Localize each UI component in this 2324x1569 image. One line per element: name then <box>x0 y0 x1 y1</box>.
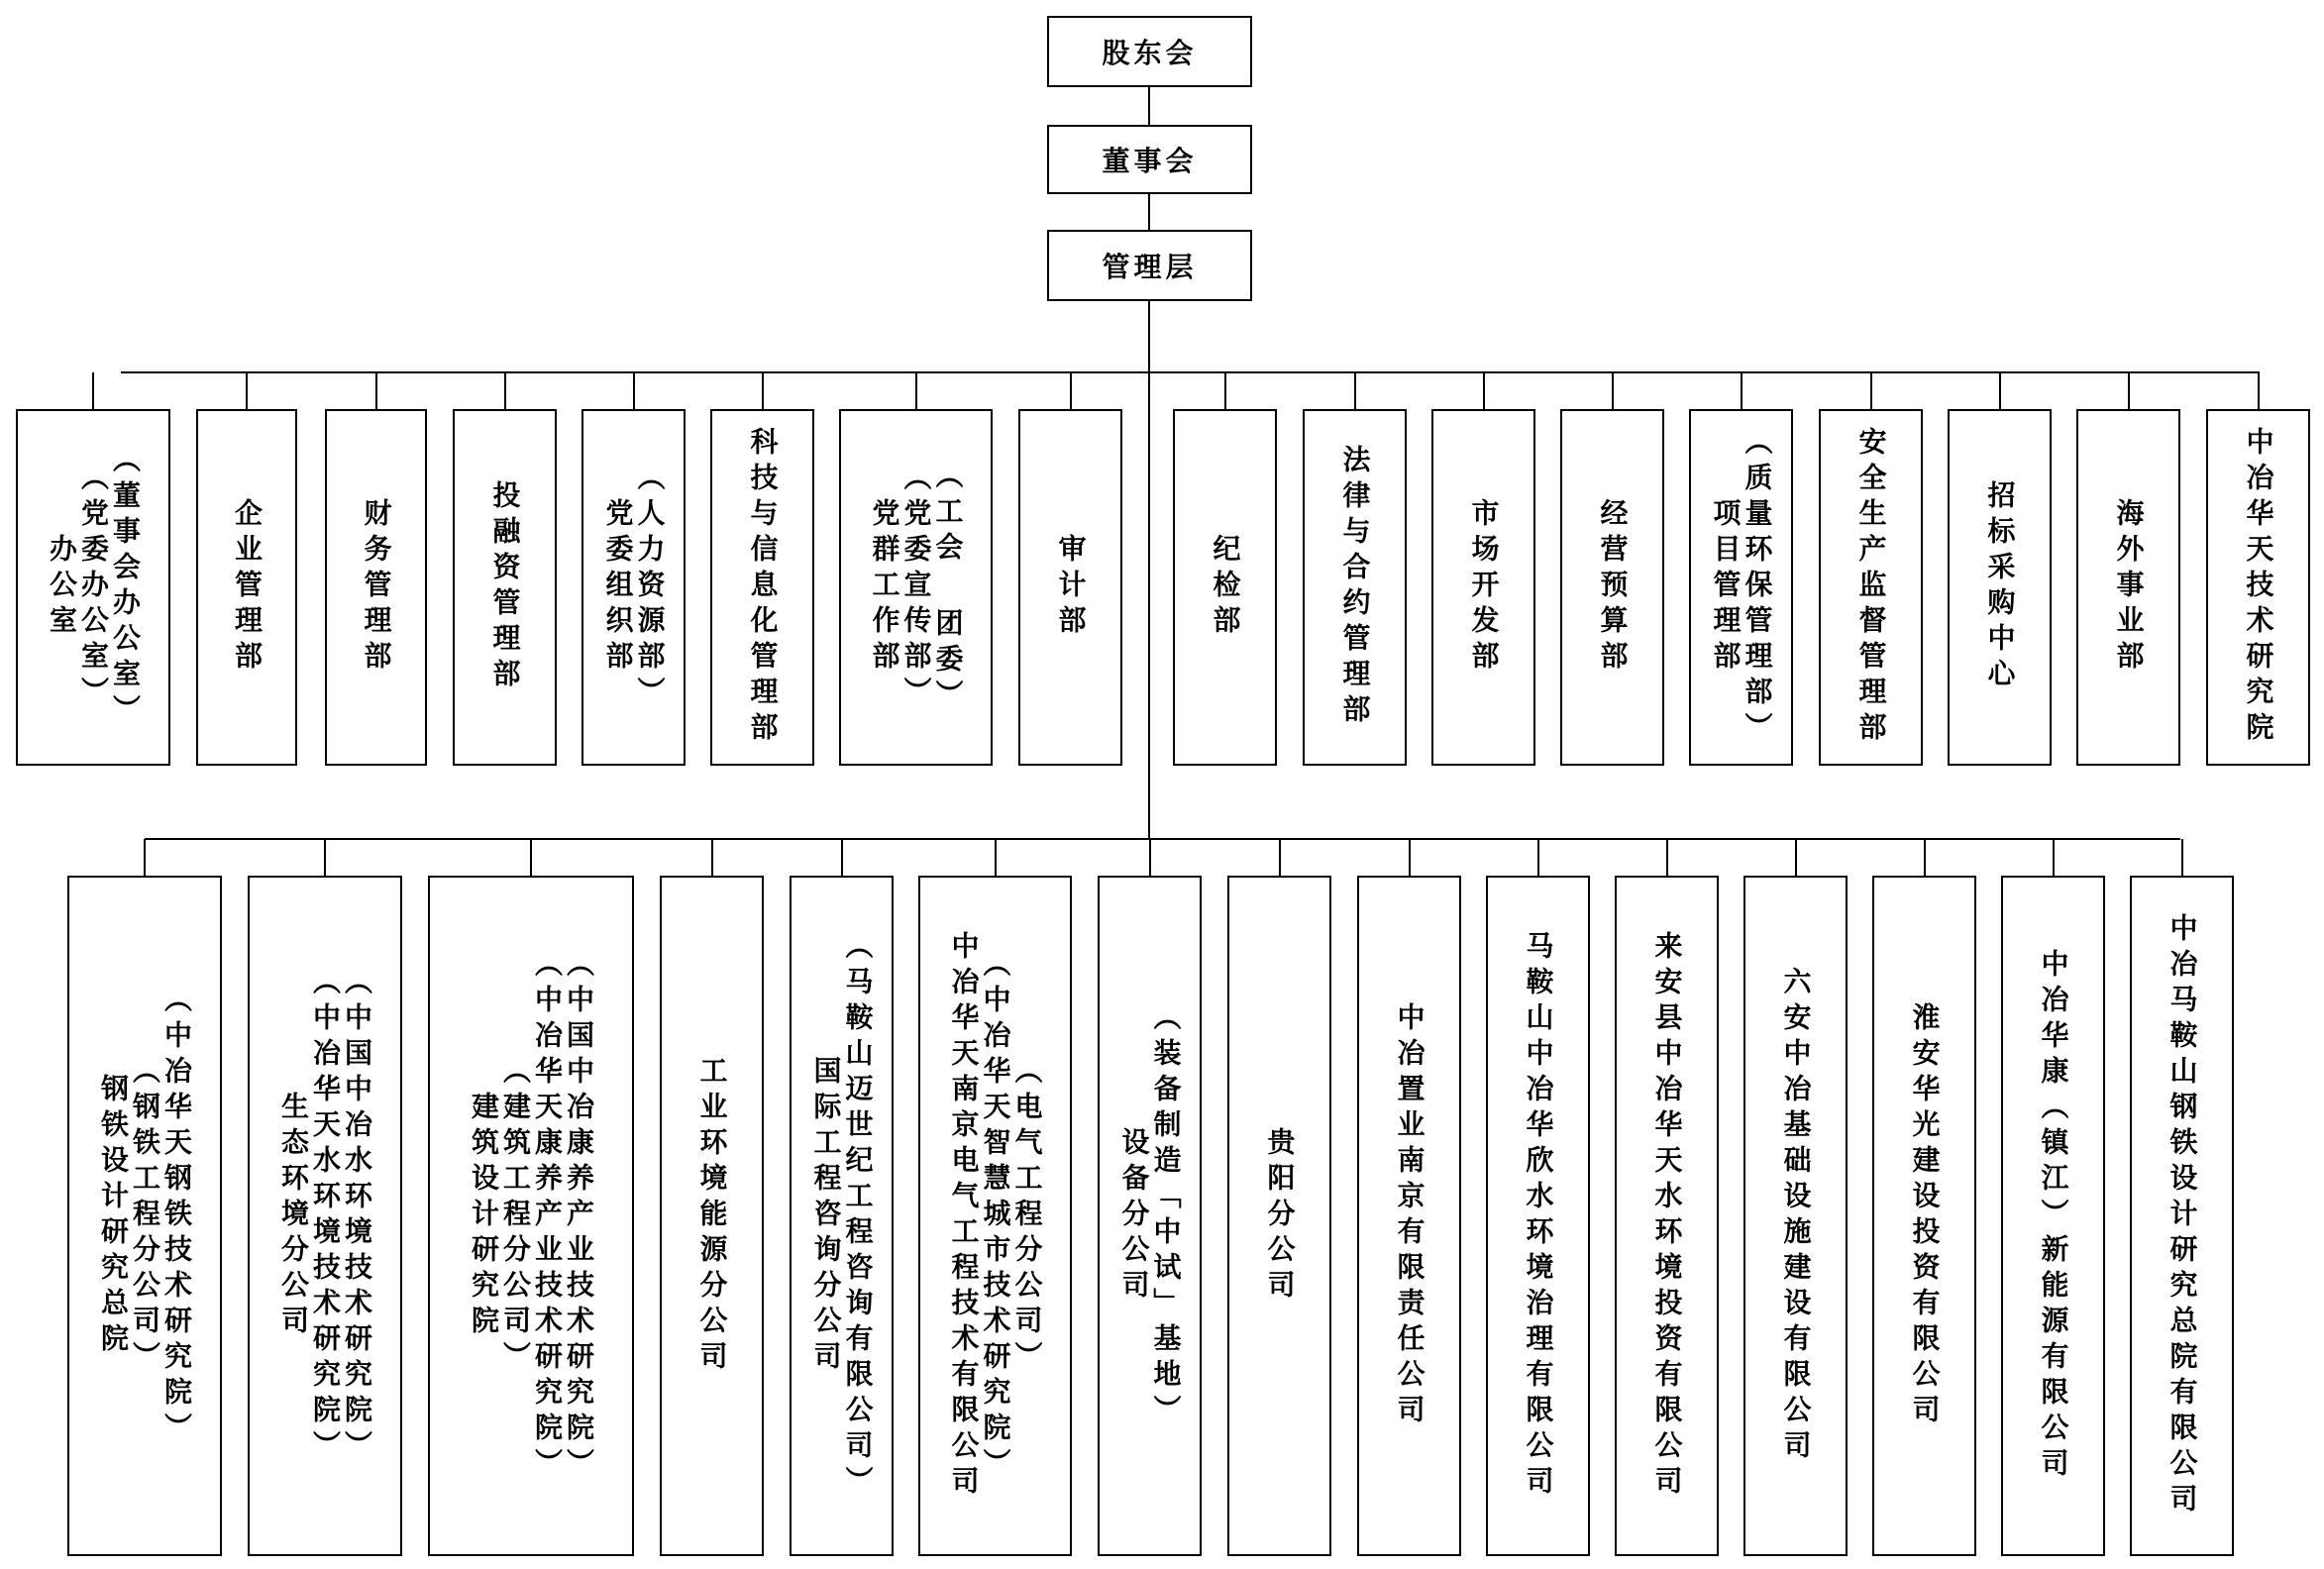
board-box <box>1047 125 1252 194</box>
subsidiary-label-line: 来安县中冶华天水环境投资有限公司 <box>1650 930 1684 1502</box>
subsidiary-label-line: （中国中冶水环境技术研究院） <box>341 966 373 1466</box>
department-label-line: 审计部 <box>1054 534 1088 641</box>
subsidiary-box-guiyang <box>1227 876 1331 1556</box>
board-label: 董事会 <box>1102 145 1198 177</box>
department-box-party-work <box>839 409 993 766</box>
management-label: 管理层 <box>1102 251 1198 283</box>
subsidiary-label-line: 中冶马鞍山钢铁设计研究总院有限公司 <box>2166 912 2199 1519</box>
subsidiary-box-luan-infra <box>1743 876 1848 1556</box>
subsidiary-box-equipment <box>1098 876 1202 1556</box>
department-box-finance <box>325 409 427 766</box>
department-label-line: 投融资管理部 <box>488 480 522 694</box>
department-label-line: （工会 团委） <box>931 460 965 715</box>
subsidiary-label-line: （中国中冶康养产业技术研究院） <box>563 948 595 1484</box>
subsidiary-label-line: 马鞍山中冶华欣水环境治理有限公司 <box>1522 930 1555 1502</box>
department-label-line: 中冶华天技术研究院 <box>2242 427 2275 748</box>
subsidiary-label-line: （电气工程分公司） <box>1010 1055 1044 1377</box>
department-label-line: 党群工作部 <box>868 498 901 677</box>
subsidiary-label-line: 国际工程咨询分公司 <box>809 1055 843 1377</box>
subsidiary-box-eco-env <box>248 876 402 1556</box>
department-box-market <box>1431 409 1535 766</box>
subsidiary-label-line: 钢铁设计研究总院 <box>97 1073 130 1359</box>
subsidiary-label-line: 中冶华康（镇江）新能源有限公司 <box>2037 948 2070 1484</box>
department-label-line: （质量环保管理部） <box>1741 427 1774 748</box>
department-box-enterprise-mgmt <box>196 409 297 766</box>
department-box-legal <box>1303 409 1407 766</box>
department-box-audit <box>1018 409 1122 766</box>
department-label-line: 招标采购中心 <box>1983 480 2017 694</box>
shareholders-box <box>1047 16 1252 87</box>
department-box-discipline <box>1173 409 1277 766</box>
department-label-line: 市场开发部 <box>1467 498 1501 677</box>
department-label-line: 海外事业部 <box>2112 498 2146 677</box>
subsidiary-label-line: 工业环境能源分公司 <box>695 1055 729 1377</box>
department-box-overseas <box>2076 409 2180 766</box>
subsidiary-label-line: （马鞍山迈世纪工程咨询有限公司） <box>841 930 875 1502</box>
department-box-investment <box>453 409 557 766</box>
subsidiary-label-line: 生态环境分公司 <box>277 1091 310 1341</box>
subsidiary-label-line: 中冶华天南京电气工程技术有限公司 <box>947 930 981 1502</box>
department-label-line: （党委宣传部） <box>899 463 933 712</box>
subsidiary-label-line: （中冶华天钢铁技术研究院） <box>160 984 193 1448</box>
subsidiary-box-maanshan-steel-design <box>2130 876 2234 1556</box>
subsidiary-box-zhenjiang-energy <box>2001 876 2105 1556</box>
subsidiary-box-huaian-invest <box>1872 876 1976 1556</box>
subsidiary-box-intl-consulting <box>790 876 894 1556</box>
department-label-line: 项目管理部 <box>1709 498 1743 677</box>
department-label-line: 财务管理部 <box>360 498 393 677</box>
subsidiary-label-line: （中冶华天康养产业技术研究院） <box>531 948 564 1484</box>
department-label-line: 安全生产监督管理部 <box>1854 427 1888 748</box>
subsidiary-box-steel-design <box>67 876 222 1556</box>
subsidiary-box-laian-water <box>1615 876 1719 1556</box>
department-label-line: 党委组织部 <box>601 498 635 677</box>
department-box-procurement <box>1948 409 2052 766</box>
subsidiary-box-nanjing-electric <box>918 876 1072 1556</box>
department-label-line: 经营预算部 <box>1596 498 1630 677</box>
department-box-budget <box>1560 409 1664 766</box>
subsidiary-label-line: 淮安华光建设投资有限公司 <box>1908 1001 1942 1430</box>
subsidiary-box-industrial-energy <box>660 876 764 1556</box>
subsidiary-label-line: 设备分公司 <box>1117 1126 1151 1306</box>
subsidiary-label-line: （中冶华天智慧城市技术研究院） <box>979 948 1012 1484</box>
department-box-project-mgmt <box>1689 409 1793 766</box>
subsidiary-label-line: 贵阳分公司 <box>1263 1126 1297 1306</box>
management-box <box>1047 230 1252 301</box>
department-label-line: （董事会办公室） <box>109 445 142 730</box>
department-box-it-mgmt <box>710 409 814 766</box>
subsidiary-label-line: （钢铁工程分公司） <box>129 1055 161 1377</box>
department-label-line: 科技与信息化管理部 <box>746 427 780 748</box>
department-box-research-inst <box>2206 409 2310 766</box>
department-label-line: 纪检部 <box>1209 534 1242 641</box>
subsidiary-label-line: 中冶置业南京有限责任公司 <box>1393 1001 1426 1430</box>
department-box-board-office <box>16 409 170 766</box>
subsidiary-label-line: 建筑设计研究院 <box>468 1091 500 1341</box>
department-label-line: 办公室 <box>46 534 78 641</box>
department-box-party-org <box>581 409 686 766</box>
subsidiary-label-line: （建筑工程分公司） <box>499 1055 532 1377</box>
subsidiary-label-line: 六安中冶基础设施建设有限公司 <box>1779 966 1813 1466</box>
subsidiary-box-nanjing-realestate <box>1357 876 1461 1556</box>
department-label-line: （人力资源部） <box>633 463 667 712</box>
subsidiary-box-maanshan-water <box>1486 876 1590 1556</box>
shareholders-label: 股东会 <box>1102 37 1198 69</box>
department-label-line: 法律与合约管理部 <box>1338 445 1372 730</box>
subsidiary-label-line: （中冶华天水环境技术研究院） <box>309 966 342 1466</box>
department-box-safety <box>1819 409 1923 766</box>
department-label-line: 企业管理部 <box>231 498 264 677</box>
subsidiary-box-building-design <box>428 876 634 1556</box>
subsidiary-label-line: （装备制造「中试」基地） <box>1149 1001 1183 1430</box>
department-label-line: （党委办公室） <box>77 463 110 712</box>
